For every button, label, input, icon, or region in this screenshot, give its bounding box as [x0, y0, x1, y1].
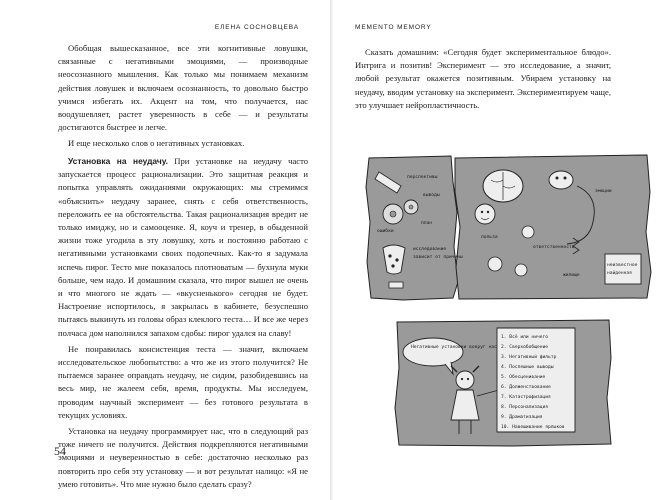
- paragraph-experiment: Сказать домашним: «Сегодня будет экспериментальное блюдо». Интрига и позитив! Эксперимент — это исследование, а значит, любой результат окажется позитивным. Убираем установку на неудачу, вводим установку на эксперимент. Экспериментируем чаще, это улучшает нейропластичность.: [355, 47, 611, 110]
- list-item: 5. Обесценивание: [501, 375, 546, 380]
- label-found: найденная: [607, 271, 632, 276]
- section-heading: Установка на неудачу.: [68, 156, 168, 166]
- list-item: 7. Катастрофизация: [501, 395, 551, 400]
- lamp-drawing: [389, 282, 403, 288]
- right-page: [333, 0, 664, 500]
- glass-dot-2: [395, 258, 398, 261]
- paragraph-curiosity: Не понравилась консистенция теста — значит, включаем исследовательское любопытство: а что же из этого получится? Не пытаемся заранее оправдать неудачу, не сидим, разобидевшись на весь мир, не жалеем себя, время, продукты. Мы исследуем, проводим научный эксперимент — без готового результата в текущих условиях.: [58, 343, 308, 420]
- list-item: 2. Сверхобобщение: [501, 345, 549, 350]
- face-eye-right: [487, 211, 489, 213]
- illustration-top-drawing: [363, 152, 653, 302]
- face-eye-left: [481, 211, 483, 213]
- list-item: 6. Долженствование: [501, 385, 551, 390]
- left-intro-text: [58, 42, 308, 151]
- list-item: 8. Персонализация: [501, 405, 549, 410]
- illustration-bottom: [393, 318, 613, 448]
- label-depends: зависит от причины: [413, 255, 463, 260]
- glass-dot-3: [391, 264, 394, 267]
- paragraph-summary: Обобщая вышесказанное, все эти когнитивные ловушки, связанные с негативными эмоциями, — производные неосознанного мышления. Как только мы понимаем механизм действия ловушек и включаем осознанность, то довольно быстро учимся избегать их. Акцент на том, что получается, нас воодушевляет, растет уверенность в себе — и результаты достигаются быстрее и легче.: [58, 43, 308, 133]
- list-item: 3. Негативный фильтр: [501, 355, 557, 360]
- left-page: [0, 0, 331, 500]
- girl-eye-left: [461, 378, 463, 380]
- label-unknown: неизвестное: [607, 263, 638, 268]
- monster-eye-right: [564, 177, 567, 180]
- gear-small-hub: [409, 205, 413, 209]
- label-mistakes: ошибки: [377, 229, 394, 234]
- label-plan: план: [421, 221, 433, 226]
- page-number: 54: [54, 444, 66, 458]
- running-head-left: ЕЛЕНА СОСНОВЦЕВА: [214, 24, 299, 31]
- section-body: При установке на неудачу часто запускается процесс рационализации. Это защитная реакция и попытка управлять ожиданиями окружающих: мы стремимся «объяснить» неудачу заранее, снять с себя ответственность, переложить ее на обстоятельства. Такая рационализация вредит не только имиджу, но и самооценке. Я, коуч и тренер, в обыденной жизни тоже угодила в эту ловушку, хоть и постоянно работаю с негативными установками своих подопечных. Как-то я задумала испечь пирог. Тесто мне показалось плотноватым — бухнула муки больше, чем надо. И домашним сказала, что пирог вышел не очень и что многого не ждать — «вкусненького» сегодня не будет. Настроение испортилось, я закрылась в кабинете, безуспешно пытаясь выкинуть из головы образ клеклого теста… И все же через полчаса дом наполнился запахом сдобы: пирог удался на славу!: [58, 156, 309, 338]
- list-item: 4. Поспешные выводы: [501, 365, 554, 370]
- paragraph-programming: Установка на неудачу программирует нас, что в следующий раз тоже ничего не получится. Действия подкрепляются негативными эмоциями и неуверенностью в себе: достаточно несколько раз повторить про себя эту установку — и вот результат налицо: «Я не умею готовить». Что мне нужно было сделать сразу?: [58, 426, 308, 489]
- label-conclusions: выводы: [423, 193, 440, 198]
- small-character-2: [515, 264, 527, 276]
- illustration-top: [363, 152, 653, 302]
- speech-bubble: [403, 338, 463, 366]
- left-section-text: [58, 155, 308, 491]
- list-item: 1. Всё или ничего: [501, 335, 549, 340]
- label-perspectives: перспективы: [407, 175, 438, 180]
- paragraph-failure-setup: [58, 155, 308, 340]
- label-responsibility: ответственность: [533, 245, 575, 250]
- glass-dot-1: [388, 254, 391, 257]
- girl-eye-right: [467, 378, 469, 380]
- glass-drawing: [383, 245, 405, 274]
- gear-large-hub: [390, 211, 396, 217]
- paragraph-negative-intro: И еще несколько слов о негативных установках.: [68, 138, 245, 149]
- illustration-bottom-drawing: [393, 318, 613, 448]
- sign-board: [605, 254, 641, 284]
- monster-drawing: [549, 171, 573, 189]
- bubble-text: Негативные установки вокруг нас: [411, 345, 497, 350]
- label-dwelling: жилище: [563, 273, 580, 278]
- list-item: 10. Навешивание ярлыков: [501, 425, 565, 430]
- label-emotions: эмоции: [595, 189, 612, 194]
- character-face: [475, 204, 495, 224]
- girl-head: [456, 371, 474, 389]
- running-head-right: MEMENTO MEMORY: [355, 24, 432, 31]
- label-research: исследование: [413, 247, 447, 252]
- monster-eye-left: [556, 177, 559, 180]
- list-item: 9. Драматизация: [501, 415, 543, 420]
- bulb-drawing: [522, 226, 534, 238]
- right-text: [355, 46, 611, 112]
- label-benefit: польза: [481, 235, 498, 240]
- small-character-1: [488, 257, 502, 271]
